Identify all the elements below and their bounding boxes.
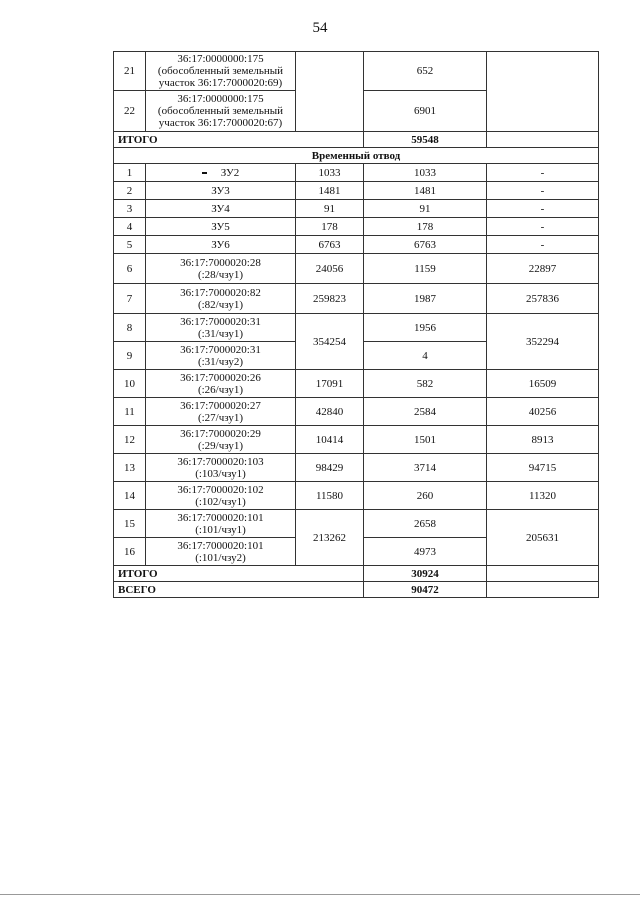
area-cell: 260 [364, 482, 487, 510]
table-row [114, 254, 599, 284]
subtotal-value: 59548 [364, 132, 487, 148]
total-area-cell: 11580 [296, 482, 364, 510]
row-number: 14 [114, 482, 146, 510]
plot-description: 36:17:7000020:31 (:31/чзу2) [146, 342, 296, 370]
plot-name: ЗУ5 [146, 218, 296, 236]
plot-description: 36:17:7000020:26 (:26/чзу1) [146, 370, 296, 398]
plot-description: 36:17:7000020:31 (:31/чзу1) [146, 314, 296, 342]
plot-description: 36:17:0000000:175 (обособленный земельный участок 36:17:7000020:69) [146, 52, 296, 91]
area-cell: 178 [364, 218, 487, 236]
total-area-cell [296, 52, 364, 132]
area-cell: 1481 [364, 182, 487, 200]
grand-total-row [114, 582, 599, 598]
remainder-cell: 352294 [487, 314, 599, 370]
table-row [114, 510, 599, 538]
total-area-cell: 1033 [296, 164, 364, 182]
row-number: 22 [114, 91, 146, 132]
area-cell: 1987 [364, 284, 487, 314]
row-number: 3 [114, 200, 146, 218]
area-cell: 91 [364, 200, 487, 218]
table-row [114, 426, 599, 454]
remainder-cell [487, 52, 599, 132]
row-number: 16 [114, 538, 146, 566]
total-area-cell: 91 [296, 200, 364, 218]
table-row [114, 398, 599, 426]
dash-mark [202, 172, 207, 174]
subtotal-row [114, 566, 599, 582]
grand-total-value: 90472 [364, 582, 487, 598]
table-row [114, 236, 599, 254]
row-number: 11 [114, 398, 146, 426]
total-area-cell: 17091 [296, 370, 364, 398]
plot-name: ЗУ6 [146, 236, 296, 254]
section-title: Временный отвод [114, 148, 599, 164]
total-area-cell: 42840 [296, 398, 364, 426]
section-header-row [114, 148, 599, 164]
table-row [114, 164, 599, 182]
row-number: 5 [114, 236, 146, 254]
table-row [114, 314, 599, 342]
row-number: 9 [114, 342, 146, 370]
total-area-cell: 10414 [296, 426, 364, 454]
area-cell: 652 [364, 52, 487, 91]
table-row [114, 52, 599, 91]
row-number: 12 [114, 426, 146, 454]
grand-total-label: ВСЕГО [114, 582, 364, 598]
row-number: 15 [114, 510, 146, 538]
remainder-cell: - [487, 200, 599, 218]
area-cell: 6901 [364, 91, 487, 132]
table-row [114, 482, 599, 510]
plot-description: 36:17:7000020:82 (:82/чзу1) [146, 284, 296, 314]
row-number: 8 [114, 314, 146, 342]
remainder-cell: - [487, 164, 599, 182]
remainder-cell: 257836 [487, 284, 599, 314]
total-area-cell: 259823 [296, 284, 364, 314]
table-row [114, 284, 599, 314]
total-area-cell: 98429 [296, 454, 364, 482]
table-row [114, 182, 599, 200]
table-row [114, 218, 599, 236]
row-number: 7 [114, 284, 146, 314]
remainder-cell: 94715 [487, 454, 599, 482]
subtotal-label: ИТОГО [114, 566, 364, 582]
remainder-cell: 16509 [487, 370, 599, 398]
row-number: 4 [114, 218, 146, 236]
row-number: 13 [114, 454, 146, 482]
total-area-cell: 213262 [296, 510, 364, 566]
table-row [114, 200, 599, 218]
row-number: 2 [114, 182, 146, 200]
remainder-cell: 8913 [487, 426, 599, 454]
area-cell: 1956 [364, 314, 487, 342]
area-cell: 2658 [364, 510, 487, 538]
area-cell: 1159 [364, 254, 487, 284]
plot-description: 36:17:7000020:102 (:102/чзу1) [146, 482, 296, 510]
subtotal-value: 30924 [364, 566, 487, 582]
remainder-cell: 40256 [487, 398, 599, 426]
plot-description: 36:17:7000020:29 (:29/чзу1) [146, 426, 296, 454]
table-row [114, 454, 599, 482]
plot-name: ЗУ4 [146, 200, 296, 218]
plot-description: 36:17:7000020:101 (:101/чзу1) [146, 510, 296, 538]
total-area-cell: 24056 [296, 254, 364, 284]
area-cell: 1501 [364, 426, 487, 454]
plot-description: 36:17:0000000:175 (обособленный земельный участок 36:17:7000020:67) [146, 91, 296, 132]
subtotal-label: ИТОГО [114, 132, 364, 148]
total-area-cell: 6763 [296, 236, 364, 254]
row-number: 21 [114, 52, 146, 91]
total-area-cell: 354254 [296, 314, 364, 370]
plot-description: 36:17:7000020:103 (:103/чзу1) [146, 454, 296, 482]
area-cell: 4973 [364, 538, 487, 566]
area-cell: 4 [364, 342, 487, 370]
empty-cell [487, 132, 599, 148]
remainder-cell: - [487, 236, 599, 254]
area-cell: 6763 [364, 236, 487, 254]
row-number: 1 [114, 164, 146, 182]
area-cell: 1033 [364, 164, 487, 182]
row-number: 6 [114, 254, 146, 284]
empty-cell [487, 582, 599, 598]
plot-name: ЗУ3 [146, 182, 296, 200]
table-row [114, 370, 599, 398]
remainder-cell: 205631 [487, 510, 599, 566]
page-number: 54 [312, 20, 328, 36]
land-plots-table [113, 51, 599, 598]
remainder-cell: - [487, 182, 599, 200]
remainder-cell: 11320 [487, 482, 599, 510]
row-number: 10 [114, 370, 146, 398]
scan-edge-line [0, 894, 640, 895]
empty-cell [487, 566, 599, 582]
remainder-cell: - [487, 218, 599, 236]
subtotal-row [114, 132, 599, 148]
plot-description: 36:17:7000020:101 (:101/чзу2) [146, 538, 296, 566]
plot-name: ЗУ2 [146, 164, 296, 182]
area-cell: 582 [364, 370, 487, 398]
area-cell: 3714 [364, 454, 487, 482]
area-cell: 2584 [364, 398, 487, 426]
total-area-cell: 1481 [296, 182, 364, 200]
plot-description: 36:17:7000020:27 (:27/чзу1) [146, 398, 296, 426]
remainder-cell: 22897 [487, 254, 599, 284]
plot-description: 36:17:7000020:28 (:28/чзу1) [146, 254, 296, 284]
total-area-cell: 178 [296, 218, 364, 236]
